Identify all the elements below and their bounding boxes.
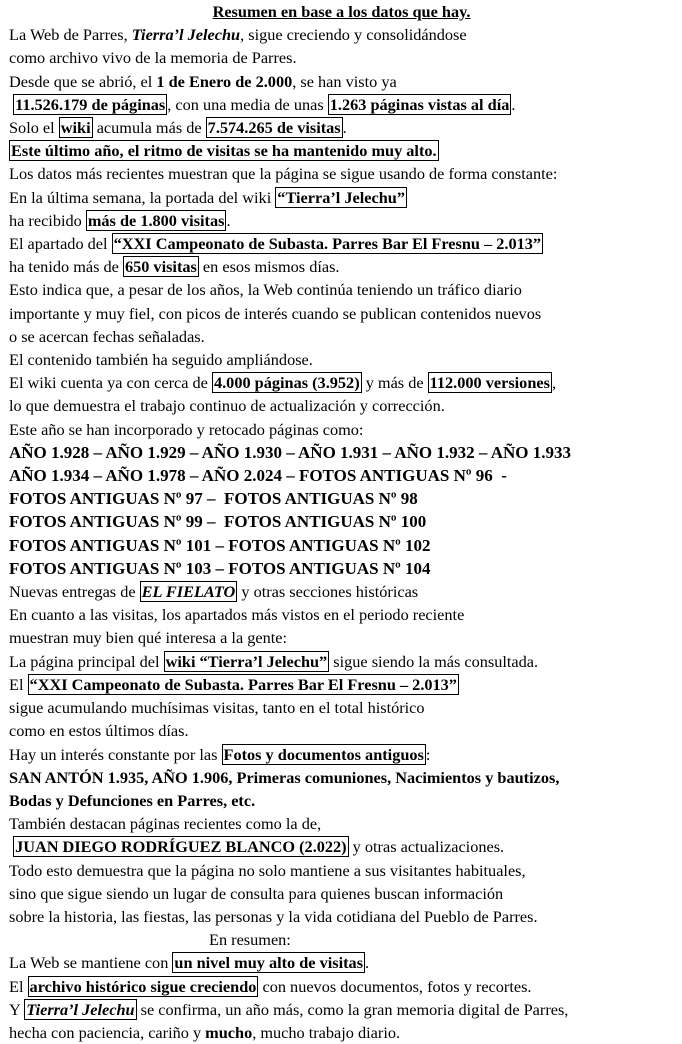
text-line	[9, 951, 674, 974]
text-segment: En la última semana, la portada del wiki	[9, 187, 276, 207]
text-line	[9, 928, 674, 951]
text-segment: SAN ANTÓN 1.935, AÑO 1.906, Primeras comuniones, Nacimientos y bautizos,	[9, 767, 560, 787]
text-line	[9, 882, 674, 905]
text-segment: lo que demuestra el trabajo continuo de actualización y corrección.	[9, 396, 445, 416]
text-segment: , sigue creciendo y consolidándose	[240, 25, 467, 45]
text-segment: o se acercan fechas señaladas.	[9, 326, 205, 346]
text-segment: .	[342, 118, 347, 138]
text-segment: con nuevos documentos, fotos y recortes.	[258, 976, 532, 996]
text-segment: FOTOS ANTIGUAS Nº 97 – FOTOS ANTIGUAS Nº 98	[9, 489, 418, 509]
text-line	[9, 673, 674, 696]
text-segment: FOTOS ANTIGUAS Nº 103 – FOTOS ANTIGUAS Nº 104	[9, 558, 431, 578]
text-segment: El	[9, 976, 28, 996]
highlighted-text: archivo histórico sigue creciendo	[29, 976, 257, 996]
text-line	[9, 905, 674, 928]
text-segment: y más de	[361, 373, 428, 393]
text-segment: ,	[551, 373, 557, 393]
text-line	[9, 789, 674, 812]
text-segment: acumula más de	[92, 118, 206, 138]
highlighted-text: Este último año, el ritmo de visitas se ha mantenido muy alto.	[11, 141, 437, 161]
text-segment: importante y muy fiel, con picos de interés cuando se publican contenidos nuevos	[9, 303, 542, 323]
text-line	[9, 278, 674, 301]
text-line	[9, 650, 674, 673]
highlighted-text: 650 visitas	[124, 257, 197, 277]
text-segment: El wiki cuenta ya con cerca de	[9, 373, 212, 393]
text-line	[9, 835, 674, 858]
text-segment: sobre la historia, las fiestas, las personas y la vida cotidiana del Pueblo de Parres.	[9, 906, 538, 926]
text-segment: AÑO 1.928 – AÑO 1.929 – AÑO 1.930 – AÑO 1.931 – AÑO 1.932 – AÑO 1.933	[9, 442, 571, 462]
text-line	[9, 696, 674, 719]
text-segment: FOTOS ANTIGUAS Nº 101 – FOTOS ANTIGUAS Nº 102	[9, 535, 431, 555]
text-line	[9, 302, 674, 325]
text-line	[9, 46, 674, 69]
text-line	[9, 325, 674, 348]
text-segment: :	[425, 744, 431, 764]
text-segment: sigue acumulando muchísimas visitas, tanto en el total histórico	[9, 698, 425, 718]
text-segment: En cuanto a las visitas, los apartados más vistos en el periodo reciente	[9, 605, 465, 625]
text-segment: muestran muy bien qué interesa a la gente:	[9, 628, 288, 648]
text-segment: como en estos últimos días.	[9, 721, 189, 741]
highlighted-text: EL FIELATO	[141, 582, 236, 602]
text-segment: Nuevas entregas de	[9, 582, 140, 602]
text-segment: ha recibido	[9, 210, 86, 230]
text-segment: se confirma, un año más, como la gran memoria digital de Parres,	[136, 999, 569, 1019]
text-line	[9, 859, 674, 882]
document-title: Resumen en base a los datos que hay.	[212, 2, 471, 21]
highlighted-text: 1.263 páginas vistas al día	[329, 94, 510, 114]
text-segment: .	[365, 953, 370, 973]
highlighted-text: JUAN DIEGO RODRÍGUEZ BLANCO (2.022)	[15, 837, 347, 857]
text-segment: Hay un interés constante por las	[9, 744, 222, 764]
highlighted-text: 7.574.265 de visitas	[207, 118, 341, 138]
text-segment: y otras actualizaciones.	[348, 837, 505, 857]
text-segment: .	[226, 210, 231, 230]
text-segment: , mucho trabajo diario.	[252, 1022, 401, 1042]
text-segment: Y	[9, 999, 25, 1019]
highlighted-text: “XXI Campeonato de Subasta. Parres Bar El Fresnu – 2.013”	[113, 234, 542, 254]
highlighted-text: 4.000 páginas (3.952)	[213, 373, 360, 393]
highlighted-text: más de 1.800 visitas	[87, 210, 225, 230]
text-segment: Todo esto demuestra que la página no solo mantiene a sus visitantes habituales,	[9, 860, 526, 880]
highlighted-text: “XXI Campeonato de Subasta. Parres Bar El Fresnu – 2.013”	[29, 674, 457, 694]
text-line	[9, 209, 674, 232]
text-line	[9, 23, 674, 46]
text-segment: Bodas y Defunciones en Parres, etc.	[9, 790, 256, 810]
text-line	[9, 743, 674, 766]
text-line	[9, 975, 674, 998]
highlighted-text: wiki	[60, 118, 91, 138]
text-line	[9, 534, 674, 557]
document-body	[9, 23, 674, 1044]
text-line	[9, 394, 674, 417]
text-line	[9, 487, 674, 510]
text-line	[9, 580, 674, 603]
text-segment: sino que sigue siendo un lugar de consulta para quienes buscan información	[9, 883, 504, 903]
text-segment: Solo el	[9, 118, 59, 138]
highlighted-text: Fotos y documentos antiguos	[223, 744, 424, 764]
text-line	[9, 557, 674, 580]
text-segment: Esto indica que, a pesar de los años, la Web continúa teniendo un tráfico diario	[9, 280, 522, 300]
text-line	[9, 162, 674, 185]
text-line	[9, 603, 674, 626]
text-segment: 1 de Enero de 2.000	[156, 71, 293, 91]
text-segment: Desde que se abrió, el	[9, 71, 157, 91]
highlighted-text: Tierra’l Jelechu	[26, 999, 135, 1019]
text-segment: hecha con paciencia, cariño y	[9, 1022, 206, 1042]
text-segment: , con una media de unas	[167, 94, 328, 114]
text-line	[9, 93, 674, 116]
text-segment: La página principal del	[9, 651, 164, 671]
text-segment: También destacan páginas recientes como la de,	[9, 814, 322, 834]
text-line	[9, 1021, 674, 1044]
text-line	[9, 464, 674, 487]
text-line	[9, 116, 674, 139]
text-segment: El contenido también ha seguido ampliándose.	[9, 350, 313, 370]
text-line	[9, 232, 674, 255]
text-line	[9, 255, 674, 278]
text-segment: El apartado del	[9, 234, 112, 254]
text-segment: La Web de Parres,	[9, 25, 132, 45]
text-segment: Este año se han incorporado y retocado páginas como:	[9, 419, 364, 439]
text-line	[9, 348, 674, 371]
text-segment: mucho	[205, 1022, 253, 1042]
text-line	[9, 371, 674, 394]
text-segment: La Web se mantiene con	[9, 953, 173, 973]
text-line	[9, 510, 674, 533]
text-segment: ha tenido más de	[9, 257, 123, 277]
text-line	[9, 186, 674, 209]
text-segment: AÑO 1.934 – AÑO 1.978 – AÑO 2.024 – FOTOS ANTIGUAS Nº 96 -	[9, 466, 507, 486]
text-line	[9, 441, 674, 464]
text-segment: , se han visto ya	[292, 71, 397, 91]
text-segment: y otras secciones históricas	[237, 582, 419, 602]
text-segment: El	[9, 674, 28, 694]
text-segment: En resumen:	[209, 930, 291, 950]
text-segment: en esos mismos días.	[198, 257, 340, 277]
text-segment: .	[511, 94, 516, 114]
highlighted-text: 11.526.179 de páginas	[15, 94, 166, 114]
text-line	[9, 998, 674, 1021]
text-segment: Tierra’l Jelechu	[131, 25, 241, 45]
highlighted-text: 112.000 versiones	[429, 373, 550, 393]
text-segment: sigue siendo la más consultada.	[329, 651, 539, 671]
text-segment: Los datos más recientes muestran que la página se sigue usando de forma constante:	[9, 164, 558, 184]
text-line	[9, 719, 674, 742]
highlighted-text: “Tierra’l Jelechu”	[277, 187, 405, 207]
text-line	[9, 766, 674, 789]
text-line	[9, 812, 674, 835]
text-line	[9, 626, 674, 649]
text-line	[9, 70, 674, 93]
highlighted-text: wiki “Tierra’l Jelechu”	[165, 651, 328, 671]
text-line	[9, 418, 674, 441]
highlighted-text: un nivel muy alto de visitas	[174, 953, 364, 973]
text-line	[9, 139, 674, 162]
text-segment: FOTOS ANTIGUAS Nº 99 – FOTOS ANTIGUAS Nº 100	[9, 512, 427, 532]
text-segment: como archivo vivo de la memoria de Parres.	[9, 48, 297, 68]
